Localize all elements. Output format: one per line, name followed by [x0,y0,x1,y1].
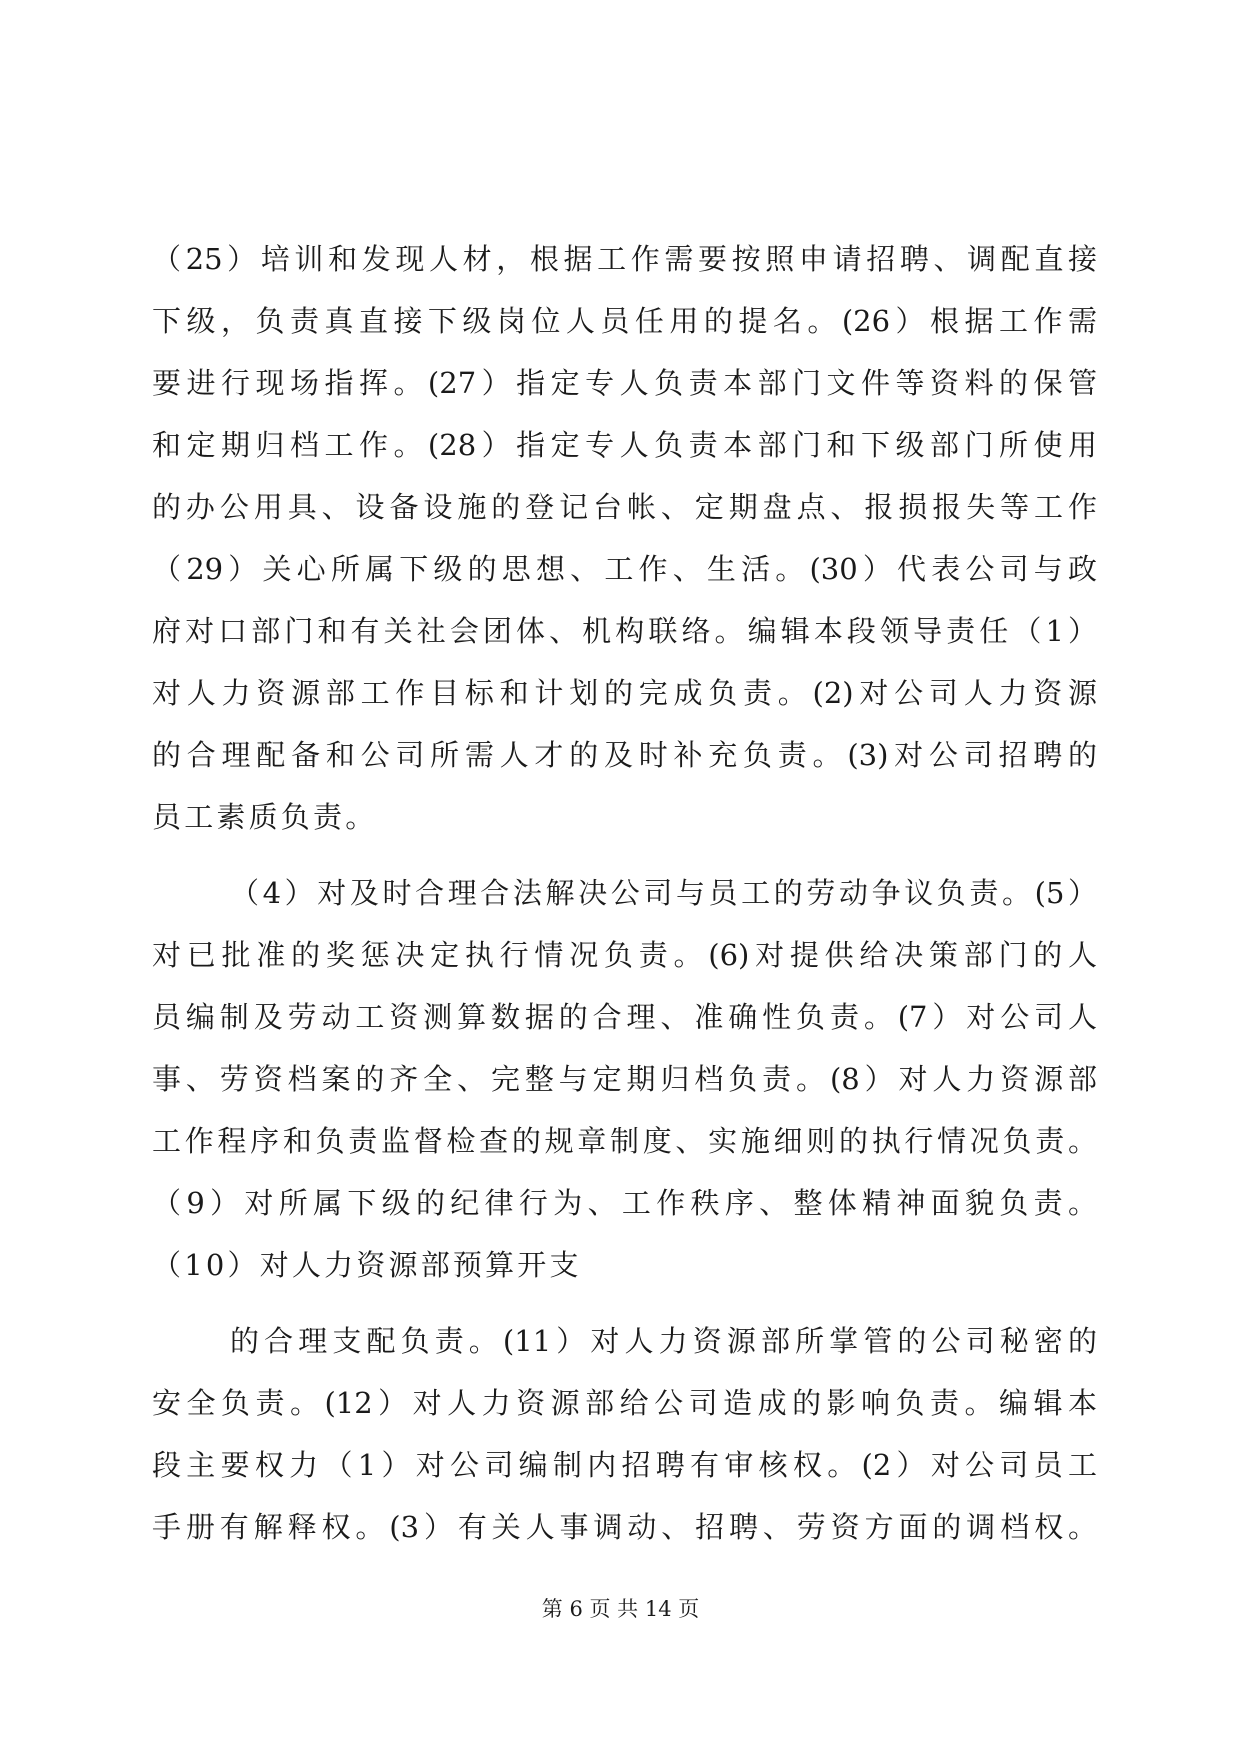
text-line: 安全负责。(12）对人力资源部给公司造成的影响负责。编辑本 [152,1386,1097,1420]
text-line: （25）培训和发现人材，根据工作需要按照申请招聘、调配直接 [152,242,1097,276]
text-line: 的合理配备和公司所需人才的及时补充负责。(3)对公司招聘的 [152,738,1097,772]
text-line: 的合理支配负责。(11）对人力资源部所掌管的公司秘密的 [230,1324,1097,1358]
text-line: 事、劳资档案的齐全、完整与定期归档负责。(8）对人力资源部 [152,1062,1097,1096]
document-body [152,228,1097,1558]
text-line: 下级，负责真直接下级岗位人员任用的提名。(26）根据工作需 [152,304,1097,338]
text-line: 员编制及劳动工资测算数据的合理、准确性负责。(7）对公司人 [152,1000,1097,1034]
text-line: （29）关心所属下级的思想、工作、生活。(30）代表公司与政 [152,552,1097,586]
paragraph-3 [152,1310,1097,1558]
text-line: （4）对及时合理合法解决公司与员工的劳动争议负责。(5） [230,876,1097,910]
page-number-footer: 第 6 页 共 14 页 [541,1597,700,1621]
text-line: 对已批准的奖惩决定执行情况负责。(6)对提供给决策部门的人 [152,938,1097,972]
text-line: 手册有解释权。(3）有关人事调动、招聘、劳资方面的调档权。 [152,1510,1097,1544]
text-line: 要进行现场指挥。(27）指定专人负责本部门文件等资料的保管 [152,366,1097,400]
text-line: 工作程序和负责监督检查的规章制度、实施细则的执行情况负责。 [152,1124,1097,1158]
paragraph-1 [152,228,1097,848]
text-line: 和定期归档工作。(28）指定专人负责本部门和下级部门所使用 [152,428,1097,462]
paragraph-2 [152,862,1097,1296]
text-line: （9）对所属下级的纪律行为、工作秩序、整体精神面貌负责。 [152,1186,1097,1220]
text-line: 的办公用具、设备设施的登记台帐、定期盘点、报损报失等工作 [152,490,1097,524]
text-line: 段主要权力（1）对公司编制内招聘有审核权。(2）对公司员工 [152,1448,1097,1482]
text-line: （10）对人力资源部预算开支 [152,1248,582,1282]
text-line: 对人力资源部工作目标和计划的完成负责。(2)对公司人力资源 [152,676,1097,710]
text-line: 员工素质负责。 [152,800,378,834]
text-line: 府对口部门和有关社会团体、机构联络。编辑本段领导责任（1） [152,614,1097,648]
